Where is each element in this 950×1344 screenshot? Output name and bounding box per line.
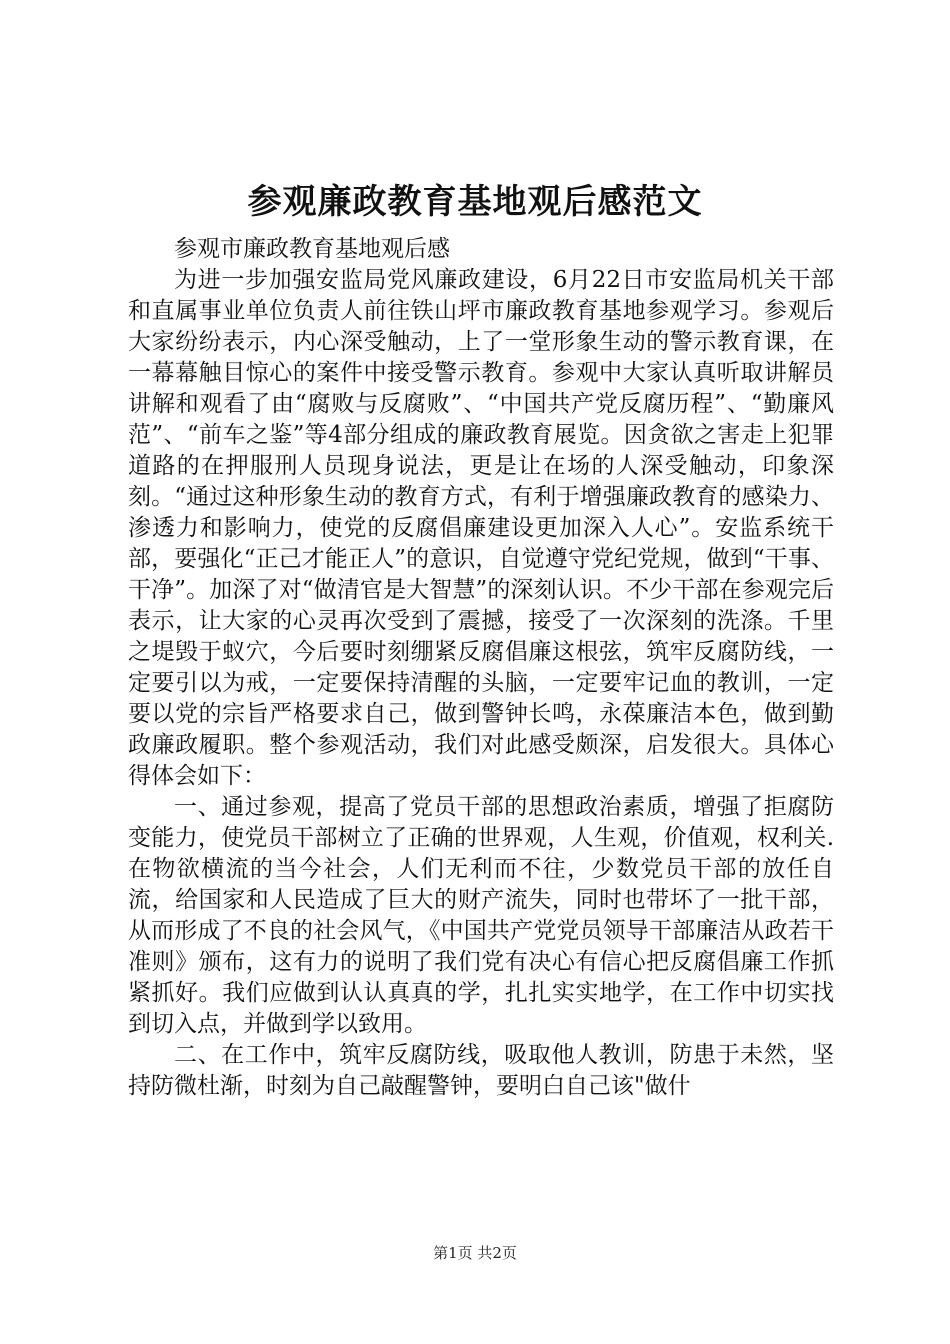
paragraph-point-two: 二、在工作中，筑牢反腐防线，吸取他人教训，防患于未然，坚持防微杜渐，时刻为自己敲醒警钟，要明白自己该"做什 [128, 1042, 834, 1099]
page-number-footer: 第1页 共2页 [433, 1244, 517, 1262]
document-title: 参观廉政教育基地观后感范文 [247, 182, 703, 222]
paragraph-intro: 为进一步加强安监局党风廉政建设，6月22日市安监局机关干部和直属事业单位负责人前往铁山坪市廉政教育基地参观学习。参观后大家纷纷表示，内心深受触动，上了一堂形象生动的警示教育课，在一幕幕触目惊心的案件中接受警示教育。参观中大家认真听取讲解员讲解和观看了由“腐败与反腐败”、“中国共产党反腐历程”、“勤廉风范”、“前车之鉴”等4部分组成的廉政教育展览。因贪欲之害走上犯罪道路的在押服刑人员现身说法，更是让在场的人深受触动，印象深刻。“通过这种形象生动的教育方式，有利于增强廉政教育的感染力、渗透力和影响力，使党的反腐倡廉建设更加深入人心”。安监系统干部，要强化“正己才能正人”的意识，自觉遵守党纪党规，做到“干事、干净”。加深了对“做清官是大智慧”的深刻认识。不少干部在参观完后表示，让大家的心灵再次受到了震撼，接受了一次深刻的洗涤。千里之堤毁于蚁穴，今后要时刻绷紧反腐倡廉这根弦，筑牢反腐防线，一定要引以为戒，一定要保持清醒的头脑，一定要牢记血的教训，一定要以党的宗旨严格要求自己，做到警钟长鸣，永葆廉洁本色，做到勤政廉政履职。整个参观活动，我们对此感受颇深，启发很大。具体心得体会如下： [128, 267, 834, 789]
paragraph-point-one: 一、通过参观，提高了党员干部的思想政治素质，增强了拒腐防变能力，使党员干部树立了正确的世界观，人生观，价值观，权利关.在物欲横流的当今社会，人们无利而不往，少数党员干部的放任自流，给国家和人民造成了巨大的财产流失，同时也带坏了一批干部，从而形成了不良的社会风气，《中国共产党党员领导干部廉洁从政若干准则》颁布，这有力的说明了我们党有决心有信心把反腐倡廉工作抓紧抓好。我们应做到认认真真的学，扎扎实实地学，在工作中切实找到切入点，并做到学以致用。 [128, 794, 834, 1037]
paragraph-subtitle: 参观市廉政教育基地观后感 [174, 236, 450, 262]
document-body [128, 234, 834, 1102]
